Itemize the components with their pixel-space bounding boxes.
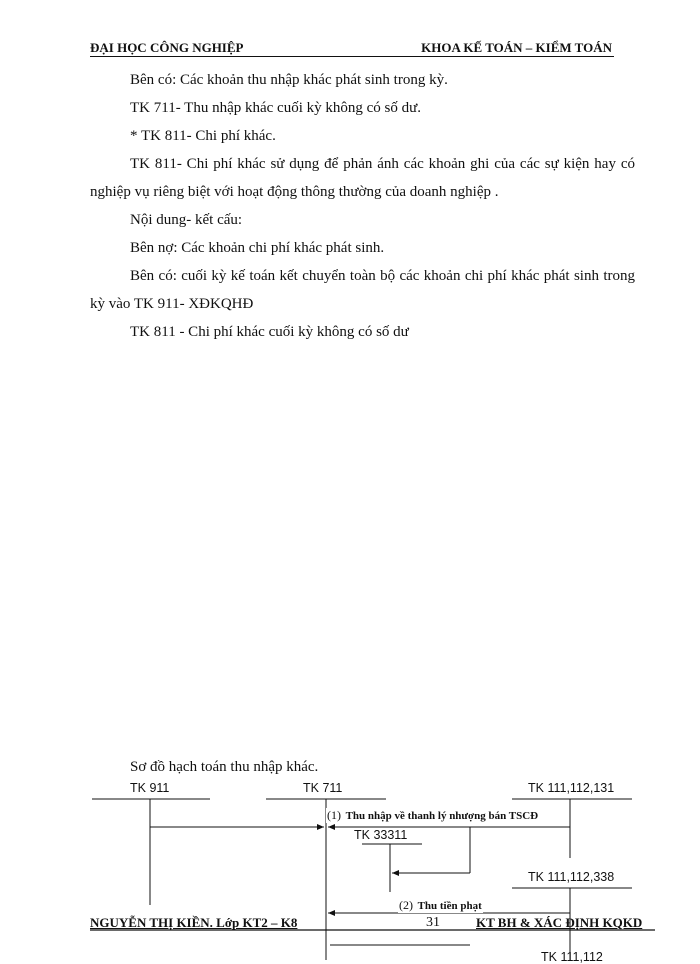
- entry-1-label: [326, 808, 539, 823]
- paragraph: Bên nợ: Các khoản chi phí khác phát sinh.: [130, 240, 385, 256]
- entry-2-text: Thu tiền phạt: [417, 900, 482, 912]
- paragraph: TK 811- Chi phí khác sử dụng để phản ánh các khoản ghi của các sự kiện hay có nghiệp vụ riêng biệt với hoạt động thông thường của doanh nghiệp .: [90, 156, 635, 200]
- paragraph: * TK 811- Chi phí khác.: [130, 128, 276, 144]
- account-tk911: TK 911: [130, 781, 170, 795]
- paragraph: Bên có: Các khoản thu nhập khác phát sinh trong kỳ.: [130, 72, 448, 88]
- footer-left: NGUYỄN THỊ KIỀN. Lớp KT2 – K8: [90, 915, 298, 930]
- paragraph: TK 711- Thu nhập khác cuối kỳ không có số dư.: [130, 100, 421, 116]
- footer-right: KT BH & XÁC ĐỊNH KQKD: [476, 915, 643, 930]
- entry-1-text: Thu nhập về thanh lý nhượng bán TSCĐ: [345, 810, 539, 822]
- header-left: ĐẠI HỌC CÔNG NGHIỆP: [90, 40, 244, 55]
- paragraph: Nội dung- kết cấu:: [130, 212, 243, 228]
- account-tk111-112-338: TK 111,112,338: [528, 870, 615, 884]
- account-tk33311: TK 33311: [354, 828, 408, 842]
- paragraph: Bên có: cuối kỳ kế toán kết chuyển toàn bộ các khoản chi phí khác phát sinh trong kỳ vào TK 911- XĐKQHĐ: [90, 268, 635, 312]
- account-tk111-112: TK 111,112: [541, 950, 603, 964]
- account-tk711: TK 711: [303, 781, 343, 795]
- header-right: KHOA KẾ TOÁN – KIỂM TOÁN: [421, 40, 612, 55]
- entry-1-number: (1): [327, 808, 341, 822]
- page-number: 31: [426, 915, 440, 930]
- entry-2-label: [398, 898, 483, 913]
- entry-2-number: (2): [399, 898, 413, 912]
- account-tk111-112-131: TK 111,112,131: [528, 781, 615, 795]
- paragraph: TK 811 - Chi phí khác cuối kỳ không có số dư: [130, 324, 409, 340]
- diagram-title: Sơ đồ hạch toán thu nhập khác.: [130, 759, 319, 775]
